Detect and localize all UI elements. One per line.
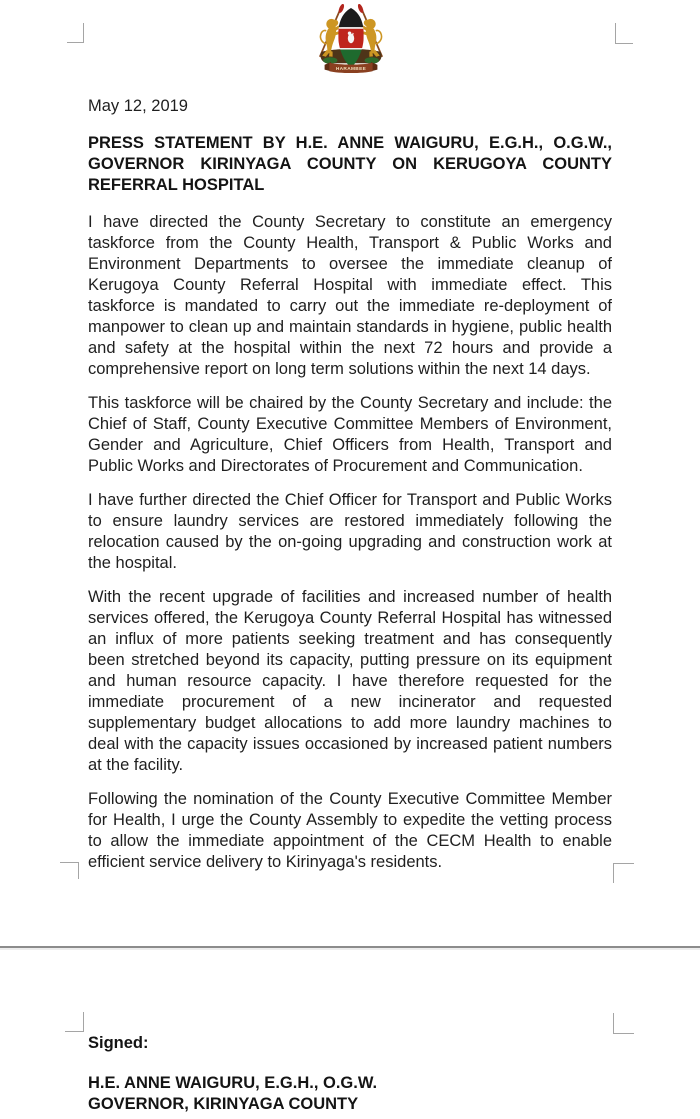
signatory-name: H.E. ANNE WAIGURU, E.G.H., O.G.W. — [88, 1074, 378, 1092]
body-paragraph-1: I have directed the County Secretary to constitute an emergency taskforce from the County Health, Transport & Public Works and Environment Departments to oversee the immediate cleanup of Kerugoya County Referral Hospital with immediate effect. This taskforce is mandated to carry out the immediate re-deployment of manpower to clean up and maintain standards in hygiene, public health and safety at the hospital within the next 72 hours and provide a comprehensive report on long term solutions within the next 14 days. — [88, 213, 612, 378]
letter-body — [88, 96, 612, 886]
crop-mark-page1-bottom-left — [60, 862, 79, 879]
signed-label: Signed: — [88, 1034, 149, 1052]
kenya-coat-of-arms-icon — [307, 4, 395, 80]
body-paragraph-5: Following the nomination of the County Executive Committee Member for Health, I urge the County Assembly to expedite the vetting process to allow the immediate appointment of the CECM Health to enable efficient service delivery to Kirinyaga's residents. — [88, 790, 612, 871]
kenya-coat-of-arms — [307, 4, 395, 80]
rooster-icon — [348, 31, 354, 43]
page-separator-line — [0, 946, 700, 948]
emblem-motto-text: HARAMBEE — [335, 67, 367, 73]
crop-mark-top-left — [67, 23, 84, 43]
statement-title: PRESS STATEMENT BY H.E. ANNE WAIGURU, E.G.H., O.G.W., GOVERNOR KIRINYAGA COUNTY ON KERUGOYA COUNTY REFERRAL HOSPITAL — [88, 134, 612, 194]
crop-mark-page2-top-right — [613, 1013, 634, 1034]
date-line: May 12, 2019 — [88, 97, 188, 115]
body-paragraph-4: With the recent upgrade of facilities and increased number of health services offered, the Kerugoya County Referral Hospital has witnessed an influx of more patients seeking treatment and has consequently been stretched beyond its capacity, putting pressure on its equipment and human resource capacity. I have therefore requested for the immediate procurement of a new incinerator and requested supplementary budget allocations to add more laundry machines to deal with the capacity issues occasioned by increased patient numbers at the facility. — [88, 588, 612, 774]
crop-mark-top-right — [615, 23, 633, 44]
body-paragraph-3: I have further directed the Chief Officer for Transport and Public Works to ensure laundry services are restored immediately following the relocation caused by the on-going upgrading and construction work at the hospital. — [88, 491, 612, 572]
body-paragraph-2: This taskforce will be chaired by the County Secretary and include: the Chief of Staff, County Executive Committee Members of Environment, Gender and Agriculture, Chief Officers from Health, Transport and Public Works and Directorates of Procurement and Communication. — [88, 394, 612, 475]
crop-mark-page1-bottom-right — [613, 863, 634, 883]
signature-block — [88, 1033, 612, 1115]
crop-mark-page2-top-left — [65, 1012, 84, 1032]
signatory-title: GOVERNOR, KIRINYAGA COUNTY — [88, 1095, 359, 1113]
